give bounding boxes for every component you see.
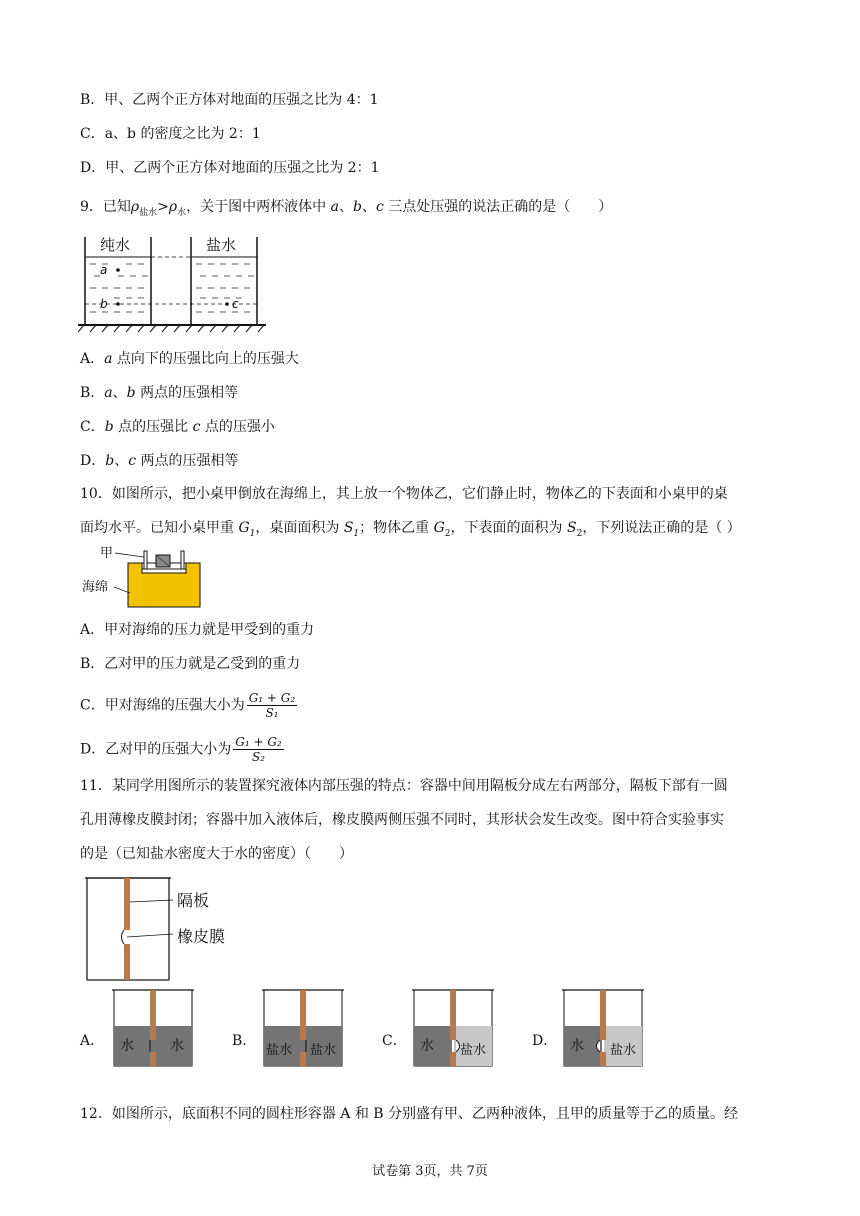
q11-option-a-letter: A． [80, 1033, 105, 1049]
q11-option-b-right-label: 盐水 [310, 1043, 337, 1058]
q11-option-d-letter: D． [532, 1033, 558, 1049]
q10-option-d-fraction: $\frac{\text{G₁ + G₂}}{\text{S₂}}$ [235, 735, 282, 764]
q11-option-c-left-label: 水 [420, 1038, 434, 1054]
q9-label-salt-water: 盐水 [206, 236, 237, 254]
q11-option-b-left-label: 盐水 [266, 1043, 293, 1058]
q9-point-b-label: b [100, 297, 108, 311]
q11-option-a-left-label: 水 [120, 1038, 134, 1054]
q10-option-c-fraction: $\frac{\text{G₁ + G₂}}{\text{S₁}}$ [248, 691, 296, 720]
q11-apparatus-figure [85, 872, 245, 984]
q10-stem-line1: 10．如图所示，把小桌甲倒放在海绵上，其上放一个物体乙，它们静止时，物体乙的下表面和小桌甲的桌 [80, 486, 728, 502]
page-footer: 试卷第 3页，共 7页 [372, 1164, 488, 1179]
q11-option-d-figure [558, 986, 648, 1068]
q11-stem-line2: 孔用薄橡皮膜封闭；容器中加入液体后，橡皮膜两侧压强不同时，其形状会发生改变。图中符合实验事实 [80, 812, 724, 828]
q8-option-d: D．甲、乙两个正方体对地面的压强之比为 2：1 [80, 160, 380, 176]
q9-option-b: B．a、b 两点的压强相等 [80, 385, 239, 401]
q9-label-pure-water: 纯水 [100, 236, 131, 254]
q11-label-membrane: 橡皮膜 [177, 927, 226, 946]
q9-stem: 9．已知$\rho_{盐水}>\rho_水$，关于图中两杯液体中 a、b、c 三点处压强的说法正确的是（ ） [80, 199, 613, 218]
q11-option-b-figure [258, 986, 348, 1068]
q9-point-c-label: c [232, 297, 239, 311]
q10-option-a: A．甲对海绵的压力就是甲受到的重力 [80, 622, 315, 638]
q8-option-c: C．a、b 的密度之比为 2：1 [80, 126, 261, 142]
q10-option-d: D．乙对甲的压强大小为 $\frac{\text{G₁ + G₂}}{\text{S₂}}$ [80, 735, 282, 764]
q11-option-c-figure [408, 986, 498, 1068]
q11-stem-line3: 的是（已知盐水密度大于水的密度）（ ） [80, 846, 353, 862]
q10-table-sponge-figure [80, 543, 212, 611]
q11-stem-line1: 11．某同学用图所示的装置探究液体内部压强的特点：容器中间用隔板分成左右两部分，隔板下部有一圆 [80, 778, 728, 794]
q11-option-d-left-label: 水 [570, 1038, 584, 1054]
q11-option-c-letter: C． [382, 1033, 407, 1049]
q9-beakers-figure [78, 232, 268, 334]
q9-option-c: C．b 点的压强比 c 点的压强小 [80, 419, 275, 435]
q11-option-a-figure [108, 986, 198, 1068]
q10-stem-line2: 面均水平。已知小桌甲重 $G_1$，桌面面积为 $S_1$；物体乙重 $G_2$，下表面的面积为 $S_2$，下列说法正确的是（ ） [80, 520, 741, 539]
q12-stem-line1: 12．如图所示，底面积不同的圆柱形容器 A 和 B 分别盛有甲、乙两种液体，且甲的质量等于乙的质量。经 [80, 1106, 739, 1122]
q11-option-d-right-label: 盐水 [610, 1043, 637, 1058]
q11-option-a-right-label: 水 [170, 1038, 184, 1054]
q9-option-a: A．a 点向下的压强比向上的压强大 [80, 351, 299, 367]
q9-option-d: D．b、c 两点的压强相等 [80, 453, 239, 469]
q8-option-b: B．甲、乙两个正方体对地面的压强之比为 4：1 [80, 92, 379, 108]
q9-point-a-label: a [100, 263, 108, 277]
q11-option-b-letter: B． [232, 1033, 257, 1049]
q10-option-b: B．乙对甲的压力就是乙受到的重力 [80, 656, 301, 672]
q10-label-jia: 甲 [100, 546, 114, 561]
q10-label-sponge: 海绵 [82, 580, 109, 595]
q11-option-c-right-label: 盐水 [460, 1043, 487, 1058]
q11-label-partition: 隔板 [177, 891, 210, 910]
q10-option-c: C．甲对海绵的压强大小为 $\frac{\text{G₁ + G₂}}{\text{S₁}}$ [80, 691, 296, 720]
